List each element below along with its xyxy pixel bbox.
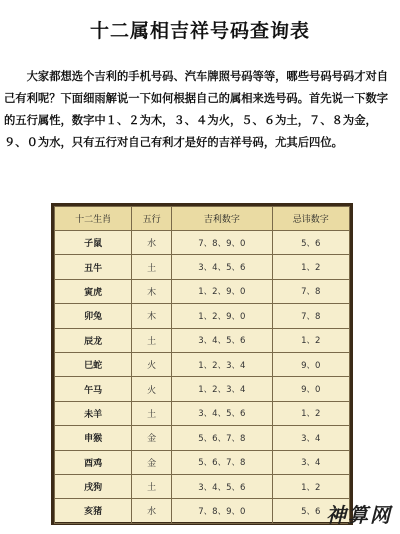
cell-taboo: 1、2 [272,255,349,279]
cell-zodiac: 戌狗 [55,474,132,498]
cell-lucky: 3、4、5、6 [172,328,273,352]
cell-lucky: 7、8、9、0 [172,499,273,523]
intro-paragraph: 大家都想选个吉利的手机号码、汽车牌照号码等等，哪些号码号码才对自己有利呢？下面细雨解说一下如何根据自己的属相来选号码。首先说一下数字的五行属性，数字中１、２为木，３、４为火，５、６为土，７、８为金，９、０为水，只有五行对自己有利才是好的吉祥号码，尤其后四位。 [4,70,389,149]
cell-zodiac: 亥猪 [55,499,132,523]
cell-element: 金 [132,426,172,450]
cell-zodiac: 巳蛇 [55,352,132,376]
cell-taboo: 9、0 [272,352,349,376]
cell-element: 木 [132,279,172,303]
cell-element: 水 [132,231,172,255]
cell-zodiac: 酉鸡 [55,450,132,474]
cell-taboo: 7、8 [272,279,349,303]
cell-taboo: 9、0 [272,377,349,401]
cell-lucky: 1、2、9、0 [172,279,273,303]
cell-zodiac: 卯兔 [55,304,132,328]
table-row [55,328,350,352]
cell-element: 木 [132,304,172,328]
cell-element: 土 [132,255,172,279]
cell-lucky: 3、4、5、6 [172,255,273,279]
page-title: 十二属相吉祥号码查询表 [89,20,310,42]
cell-element: 土 [132,401,172,425]
cell-lucky: 1、2、3、4 [172,377,273,401]
table-row [55,377,350,401]
cell-taboo: 3、4 [272,450,349,474]
cell-taboo: 5、6 [272,499,349,523]
table-row [55,352,350,376]
cell-element: 水 [132,499,172,523]
cell-lucky: 7、8、9、0 [172,231,273,255]
cell-zodiac: 寅虎 [55,279,132,303]
zodiac-number-table [54,206,350,524]
header-element: 五行 [132,207,172,231]
cell-zodiac: 子鼠 [55,231,132,255]
cell-taboo: 1、2 [272,328,349,352]
table-row [55,255,350,279]
table-row [55,304,350,328]
header-lucky-numbers: 吉利数字 [172,207,273,231]
cell-zodiac: 未羊 [55,401,132,425]
cell-element: 土 [132,328,172,352]
cell-lucky: 1、2、3、4 [172,352,273,376]
cell-element: 火 [132,352,172,376]
cell-element: 金 [132,450,172,474]
cell-taboo: 1、2 [272,401,349,425]
cell-zodiac: 辰龙 [55,328,132,352]
cell-taboo: 7、8 [272,304,349,328]
cell-lucky: 5、6、7、8 [172,450,273,474]
cell-lucky: 3、4、5、6 [172,401,273,425]
table-row [55,426,350,450]
cell-element: 土 [132,474,172,498]
table-row [55,474,350,498]
cell-element: 火 [132,377,172,401]
cell-taboo: 1、2 [272,474,349,498]
header-zodiac: 十二生肖 [55,207,132,231]
table-row [55,279,350,303]
table-header-row [55,207,350,231]
cell-taboo: 3、4 [272,426,349,450]
cell-zodiac: 申猴 [55,426,132,450]
site-watermark: 神算网 [326,503,392,527]
cell-lucky: 1、2、9、0 [172,304,273,328]
table-row [55,231,350,255]
zodiac-number-table-frame [51,203,353,525]
table-row [55,450,350,474]
header-taboo-numbers: 忌讳数字 [272,207,349,231]
cell-lucky: 3、4、5、6 [172,474,273,498]
table-row [55,499,350,523]
cell-taboo: 5、6 [272,231,349,255]
cell-zodiac: 午马 [55,377,132,401]
cell-lucky: 5、6、7、8 [172,426,273,450]
cell-zodiac: 丑牛 [55,255,132,279]
table-row [55,401,350,425]
